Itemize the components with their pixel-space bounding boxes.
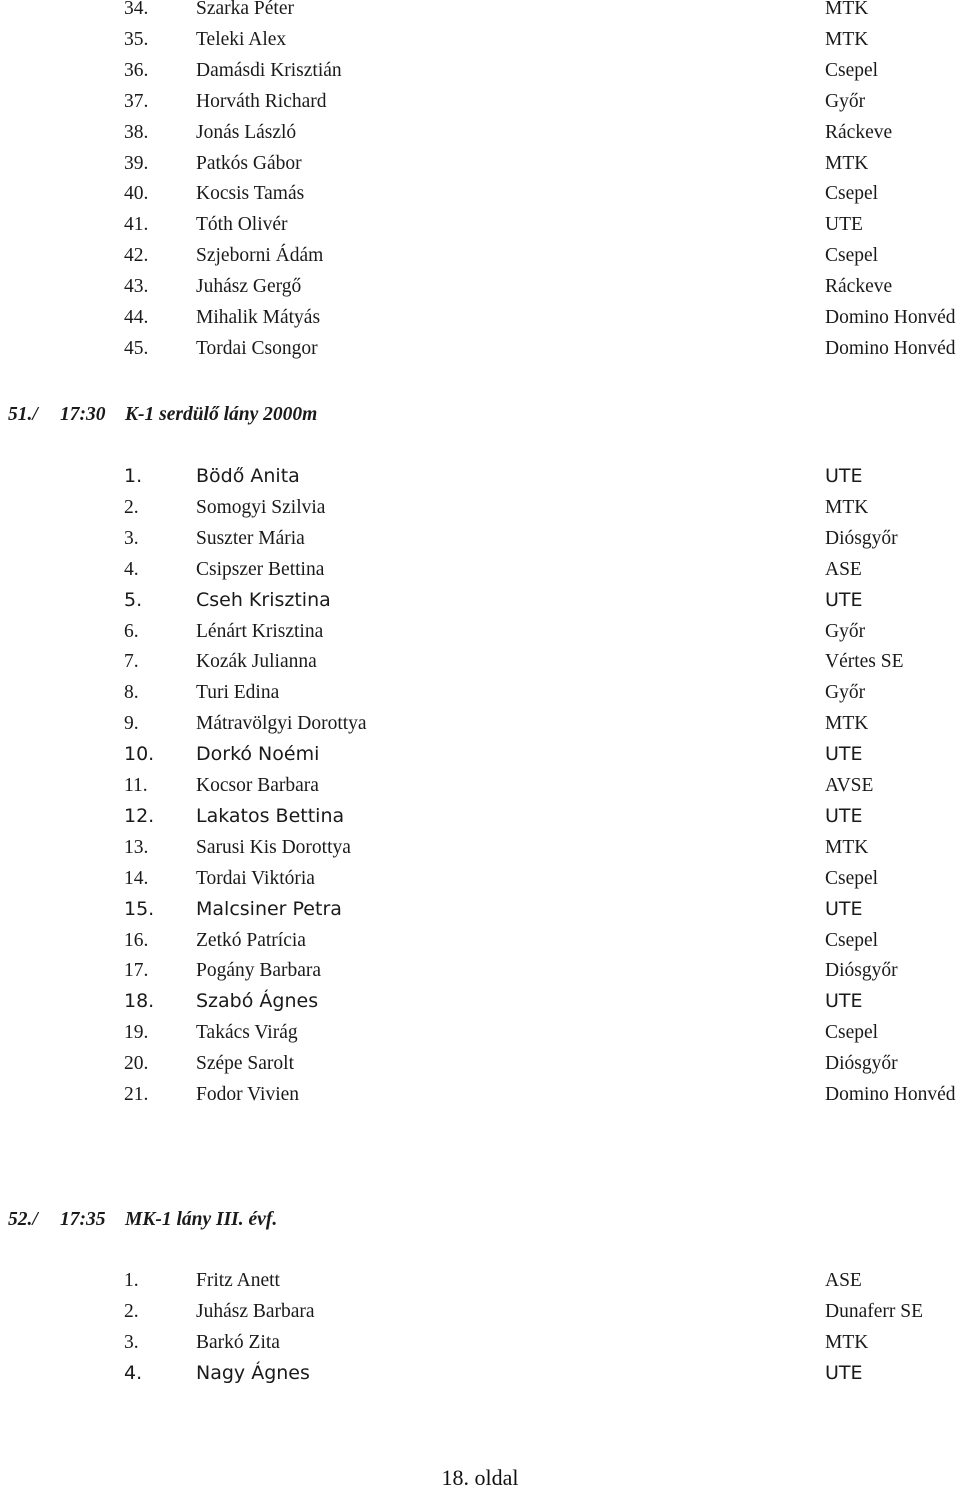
competitor-name: Szépe Sarolt bbox=[196, 1053, 295, 1075]
club-name: MTK bbox=[825, 713, 869, 735]
entry-row bbox=[0, 86, 960, 117]
club-name: ASE bbox=[825, 1270, 862, 1291]
entry-row bbox=[0, 1079, 960, 1110]
entry-row bbox=[0, 708, 960, 739]
competitor-name: Bödő Anita bbox=[196, 465, 300, 487]
entry-row bbox=[0, 302, 960, 333]
competitor-name: Tordai Csongor bbox=[196, 337, 318, 359]
club-name: Csepel bbox=[825, 59, 879, 81]
entry-row bbox=[0, 271, 960, 302]
entry-rank: 4. bbox=[124, 1361, 143, 1384]
entry-rank: 38. bbox=[124, 121, 149, 143]
entry-row bbox=[0, 55, 960, 86]
club-name: Csepel bbox=[825, 183, 879, 205]
entry-rank: 35. bbox=[124, 28, 149, 50]
entry-row bbox=[0, 240, 960, 271]
entry-rank: 44. bbox=[124, 307, 149, 328]
competitor-name: Teleki Alex bbox=[196, 28, 287, 50]
entry-row bbox=[0, 894, 960, 925]
competitor-name: Fritz Anett bbox=[196, 1270, 280, 1291]
competitor-name: Cseh Krisztina bbox=[196, 588, 331, 611]
event-heading bbox=[8, 399, 948, 430]
club-name: Dunaferr SE bbox=[825, 1300, 924, 1322]
club-name: Ráckeve bbox=[825, 121, 893, 143]
club-name: Győr bbox=[825, 682, 866, 704]
entry-rank: 1. bbox=[124, 465, 143, 487]
competitor-name: Barkó Zita bbox=[196, 1331, 280, 1353]
entry-row bbox=[0, 801, 960, 832]
competitor-name: Szjeborni Ádám bbox=[196, 245, 324, 267]
entry-row bbox=[0, 1358, 960, 1389]
competitor-name: Pogány Barbara bbox=[196, 960, 322, 982]
competitor-name: Mihalik Mátyás bbox=[196, 307, 321, 328]
competitor-name: Fodor Vivien bbox=[196, 1084, 300, 1105]
entry-row bbox=[0, 1048, 960, 1079]
competitor-name: Turi Edina bbox=[196, 682, 280, 704]
club-name: MTK bbox=[825, 836, 869, 858]
club-name: UTE bbox=[825, 1361, 863, 1384]
entry-rank: 14. bbox=[124, 867, 149, 889]
entry-row bbox=[0, 616, 960, 647]
club-name: Ráckeve bbox=[825, 276, 893, 298]
entry-rank: 16. bbox=[124, 929, 149, 951]
event-number: 51./ bbox=[8, 404, 38, 425]
competitor-name: Damásdi Krisztián bbox=[196, 59, 342, 81]
entry-rank: 42. bbox=[124, 245, 149, 267]
event-time: 17:30 bbox=[60, 404, 106, 425]
event-time: 17:35 bbox=[60, 1209, 106, 1230]
entry-rank: 19. bbox=[124, 1022, 149, 1044]
club-name: Diósgyőr bbox=[825, 960, 898, 982]
entry-rank: 3. bbox=[124, 1331, 139, 1353]
club-name: AVSE bbox=[825, 775, 874, 796]
competitor-name: Takács Virág bbox=[196, 1022, 298, 1044]
entry-rank: 34. bbox=[124, 0, 149, 19]
entry-rank: 10. bbox=[124, 743, 155, 766]
entry-rank: 13. bbox=[124, 836, 149, 858]
competitor-name: Nagy Ágnes bbox=[196, 1361, 310, 1384]
entry-row bbox=[0, 148, 960, 179]
event-number: 52./ bbox=[8, 1209, 38, 1230]
entry-row bbox=[0, 1017, 960, 1048]
entry-row bbox=[0, 333, 960, 364]
entry-row bbox=[0, 1265, 960, 1296]
entry-rank: 45. bbox=[124, 337, 149, 359]
club-name: Domino Honvéd bbox=[825, 307, 956, 328]
competitor-name: Juhász Barbara bbox=[196, 1300, 315, 1322]
entry-rank: 6. bbox=[124, 620, 139, 642]
competitor-name: Lakatos Bettina bbox=[196, 804, 345, 827]
entry-row bbox=[0, 24, 960, 55]
club-name: MTK bbox=[825, 496, 869, 518]
entry-rank: 11. bbox=[124, 775, 148, 796]
entry-row bbox=[0, 117, 960, 148]
entry-rank: 36. bbox=[124, 59, 149, 81]
entry-row bbox=[0, 0, 960, 24]
entry-row bbox=[0, 646, 960, 677]
club-name: MTK bbox=[825, 1331, 869, 1353]
competitor-name: Lénárt Krisztina bbox=[196, 620, 324, 642]
entry-row bbox=[0, 955, 960, 986]
entry-rank: 20. bbox=[124, 1053, 149, 1075]
club-name: ASE bbox=[825, 558, 862, 580]
entry-rank: 17. bbox=[124, 960, 149, 982]
entry-row bbox=[0, 585, 960, 616]
entry-rank: 15. bbox=[124, 897, 155, 920]
entry-row bbox=[0, 554, 960, 585]
competitor-name: Szarka Péter bbox=[196, 0, 294, 19]
entry-rank: 12. bbox=[124, 804, 155, 827]
competitor-name: Suszter Mária bbox=[196, 527, 305, 549]
competitor-name: Dorkó Noémi bbox=[196, 743, 320, 766]
competitor-name: Juhász Gergő bbox=[196, 276, 302, 298]
entry-row bbox=[0, 461, 960, 492]
event-title: MK-1 lány III. évf. bbox=[125, 1209, 278, 1230]
event-heading bbox=[8, 1204, 948, 1235]
entry-row bbox=[0, 492, 960, 523]
club-name: MTK bbox=[825, 0, 869, 19]
club-name: UTE bbox=[825, 743, 863, 766]
club-name: MTK bbox=[825, 152, 869, 174]
competitor-name: Horváth Richard bbox=[196, 90, 327, 112]
entry-row bbox=[0, 863, 960, 894]
entry-row bbox=[0, 523, 960, 554]
entry-row bbox=[0, 739, 960, 770]
competitor-name: Kocsor Barbara bbox=[196, 775, 319, 796]
club-name: Csepel bbox=[825, 1022, 879, 1044]
competitor-name: Jonás László bbox=[196, 121, 297, 143]
entry-rank: 43. bbox=[124, 276, 149, 298]
entry-row bbox=[0, 677, 960, 708]
club-name: UTE bbox=[825, 588, 863, 611]
competitor-name: Kozák Julianna bbox=[196, 651, 317, 673]
club-name: UTE bbox=[825, 465, 863, 487]
entry-row bbox=[0, 1327, 960, 1358]
club-name: UTE bbox=[825, 990, 863, 1013]
club-name: UTE bbox=[825, 897, 863, 920]
entry-row bbox=[0, 770, 960, 801]
competitor-name: Malcsiner Petra bbox=[196, 897, 342, 920]
club-name: Csepel bbox=[825, 245, 879, 267]
entry-rank: 41. bbox=[124, 214, 149, 236]
entry-row bbox=[0, 209, 960, 240]
entry-row bbox=[0, 925, 960, 956]
competitor-name: Mátravölgyi Dorottya bbox=[196, 713, 367, 735]
entry-row bbox=[0, 986, 960, 1017]
competitor-name: Csipszer Bettina bbox=[196, 558, 325, 580]
club-name: MTK bbox=[825, 28, 869, 50]
club-name: UTE bbox=[825, 214, 863, 236]
competitor-name: Sarusi Kis Dorottya bbox=[196, 836, 351, 858]
page-number: 18. oldal bbox=[441, 1465, 519, 1488]
competitor-name: Kocsis Tamás bbox=[196, 183, 305, 205]
competitor-name: Tordai Viktória bbox=[196, 867, 315, 889]
entry-rank: 39. bbox=[124, 152, 149, 174]
competitor-name: Szabó Ágnes bbox=[196, 990, 319, 1013]
club-name: Vértes SE bbox=[825, 651, 904, 673]
entry-rank: 4. bbox=[124, 558, 139, 580]
entry-row bbox=[0, 1296, 960, 1327]
entry-rank: 5. bbox=[124, 588, 143, 611]
competitor-name: Somogyi Szilvia bbox=[196, 496, 326, 518]
entry-rank: 37. bbox=[124, 90, 149, 112]
club-name: Diósgyőr bbox=[825, 1053, 898, 1075]
entry-rank: 1. bbox=[124, 1270, 139, 1291]
entry-rank: 2. bbox=[124, 1300, 139, 1322]
entry-rank: 40. bbox=[124, 183, 149, 205]
competitor-name: Tóth Olivér bbox=[196, 214, 288, 236]
entry-rank: 2. bbox=[124, 496, 139, 518]
event-title: K-1 serdülő lány 2000m bbox=[125, 404, 318, 425]
entry-rank: 8. bbox=[124, 682, 139, 704]
entry-rank: 3. bbox=[124, 527, 139, 549]
club-name: UTE bbox=[825, 804, 863, 827]
club-name: Csepel bbox=[825, 929, 879, 951]
entry-row bbox=[0, 832, 960, 863]
competitor-name: Patkós Gábor bbox=[196, 152, 302, 174]
entry-rank: 21. bbox=[124, 1084, 149, 1105]
club-name: Győr bbox=[825, 620, 866, 642]
club-name: Győr bbox=[825, 90, 866, 112]
entry-row bbox=[0, 178, 960, 209]
entry-rank: 7. bbox=[124, 651, 139, 673]
entry-rank: 9. bbox=[124, 713, 139, 735]
entry-rank: 18. bbox=[124, 990, 155, 1013]
club-name: Domino Honvéd bbox=[825, 1084, 956, 1105]
competitor-name: Zetkó Patrícia bbox=[196, 929, 306, 951]
club-name: Domino Honvéd bbox=[825, 337, 956, 359]
club-name: Csepel bbox=[825, 867, 879, 889]
club-name: Diósgyőr bbox=[825, 527, 898, 549]
